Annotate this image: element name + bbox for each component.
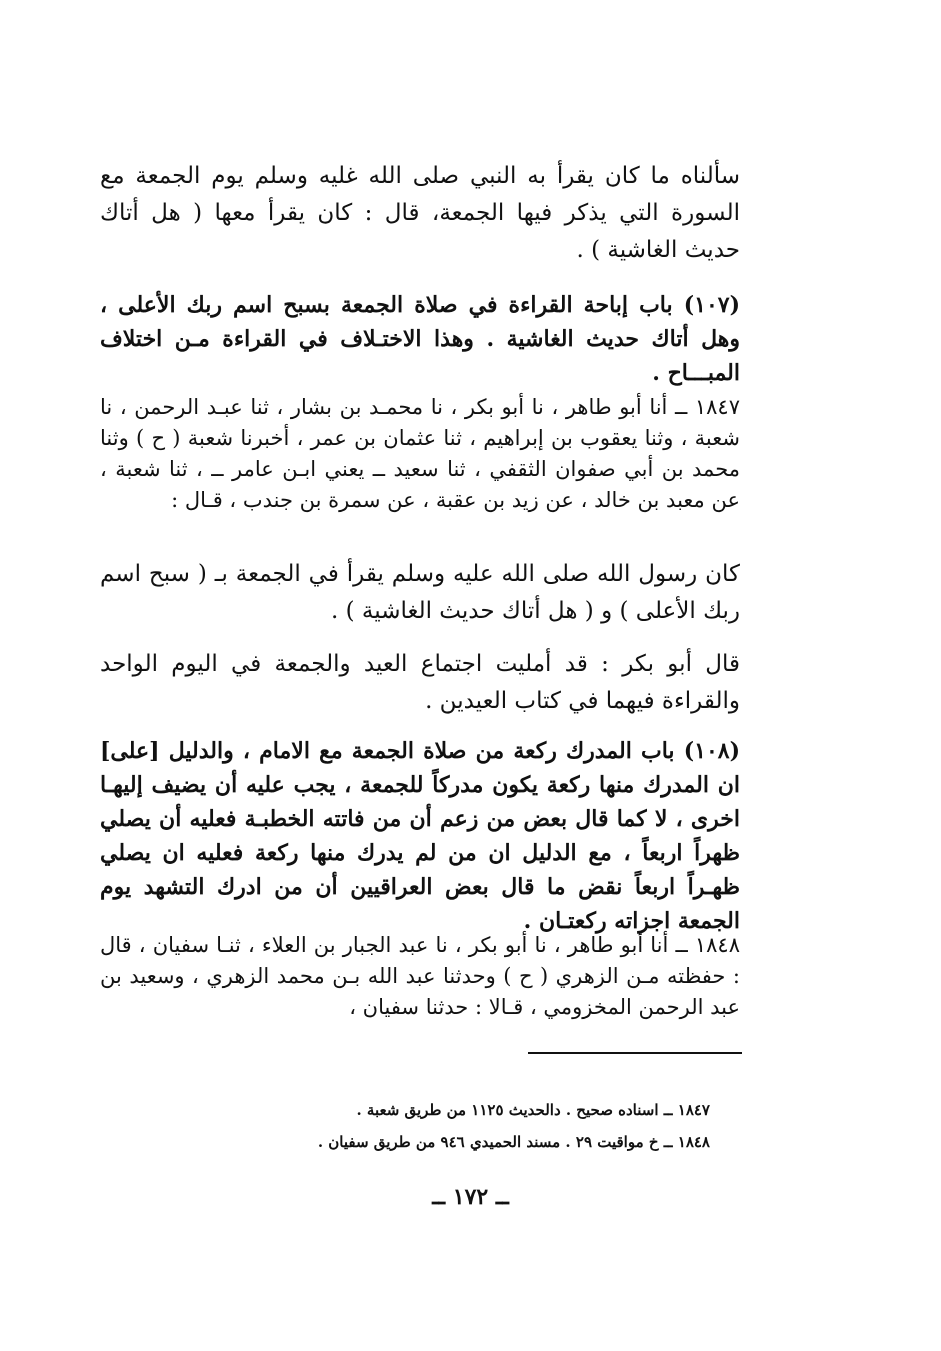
abu-bakr-note: قال أبو بكر : قد أمليت اجتماع العيد والجمعة في اليوم الواحد والقراءة فيهما في كتاب العيدين . [100,651,740,714]
footnote-1847: ١٨٤٧ ــ اسناده صحيح . دالحديث ١١٢٥ من طريق شعبة . [356,1101,710,1119]
footnotes [180,1094,710,1158]
chapter-108-heading: (١٠٨) باب المدرك ركعة من صلاة الجمعة مع الامام ، والدليل [على] ان المدرك منها ركعة يكون مدركاً للجمعة ، يجب عليه أن يضيف إليهـا اخرى ، لا كما قال بعض من زعم أن من فاتته الخطبـة فعليه أن يصلي ظهراً اربعاً ، مع الدليل ان من لم يدرك منها ركعة فعليه ان يصلي ظهـراً اربعاً نقض ما قال بعض العراقيين أن من ادرك التشهد يوم الجمعة اجزاته ركعتـان . [100,738,741,934]
hadith-1847-matn: كان رسول الله صلى الله عليه وسلم يقرأ في الجمعة بـ ( سبح اسم ربك الأعلى ) و ( هل أتاك حديث الغاشية ) . [100,561,740,624]
chapter-107-heading: (١٠٧) باب إباحة القراءة في صلاة الجمعة بسبح اسم ربك الأعلى ، وهل أتاك حديث الغاشية . وهذا الاختـلاف في القراءة مـن اختلاف المبـــاح . [100,292,740,386]
footnote-1848: ١٨٤٨ ــ خ مواقيت ٢٩ . مسند الحميدي ٩٤٦ من طريق سفيان . [317,1133,710,1151]
footnote-divider [528,1052,742,1054]
paragraph-intro: سألناه ما كان يقرأ به النبي صلى الله غليه وسلم يوم الجمعة مع السورة التي يذكر فيها الجمعة، قال : كان يقرأ معها ( هل أتاك حديث الغاشية ) . [100,163,740,263]
hadith-1847-isnad: ١٨٤٧ ــ أنا أبو طاهر ، نا أبو بكر ، نا محمـد بن بشار ، ثنا عبـد الرحمن ، نا شعبة ، وثنا يعقوب بن إبراهيم ، ثنا عثمان بن عمر ، أخبرنا شعبة ( ح ) وثنا محمد بن أبي صفوان الثقفي ، ثنا سعيد ــ يعني ابـن عامر ــ ، ثنا شعبة ، عن معبد بن خالد ، عن زيد بن عقبة ، عن سمرة بن جندب ، قـال : [100,395,740,512]
hadith-1848-isnad: ١٨٤٨ ــ أنا أبو طاهر ، نا أبو بكر ، نا عبد الجبار بن العلاء ، ثنـا سفيان ، قال : حفظته مـن الزهري ( ح ) وحدثنا عبد الله بـن محمد الزهري ، وسعيد بن عبد الرحمن المخزومي ، قـالا : حدثنا سفيان ، [100,933,740,1019]
page-number: ــ ١٧٢ ــ [432,1184,509,1210]
